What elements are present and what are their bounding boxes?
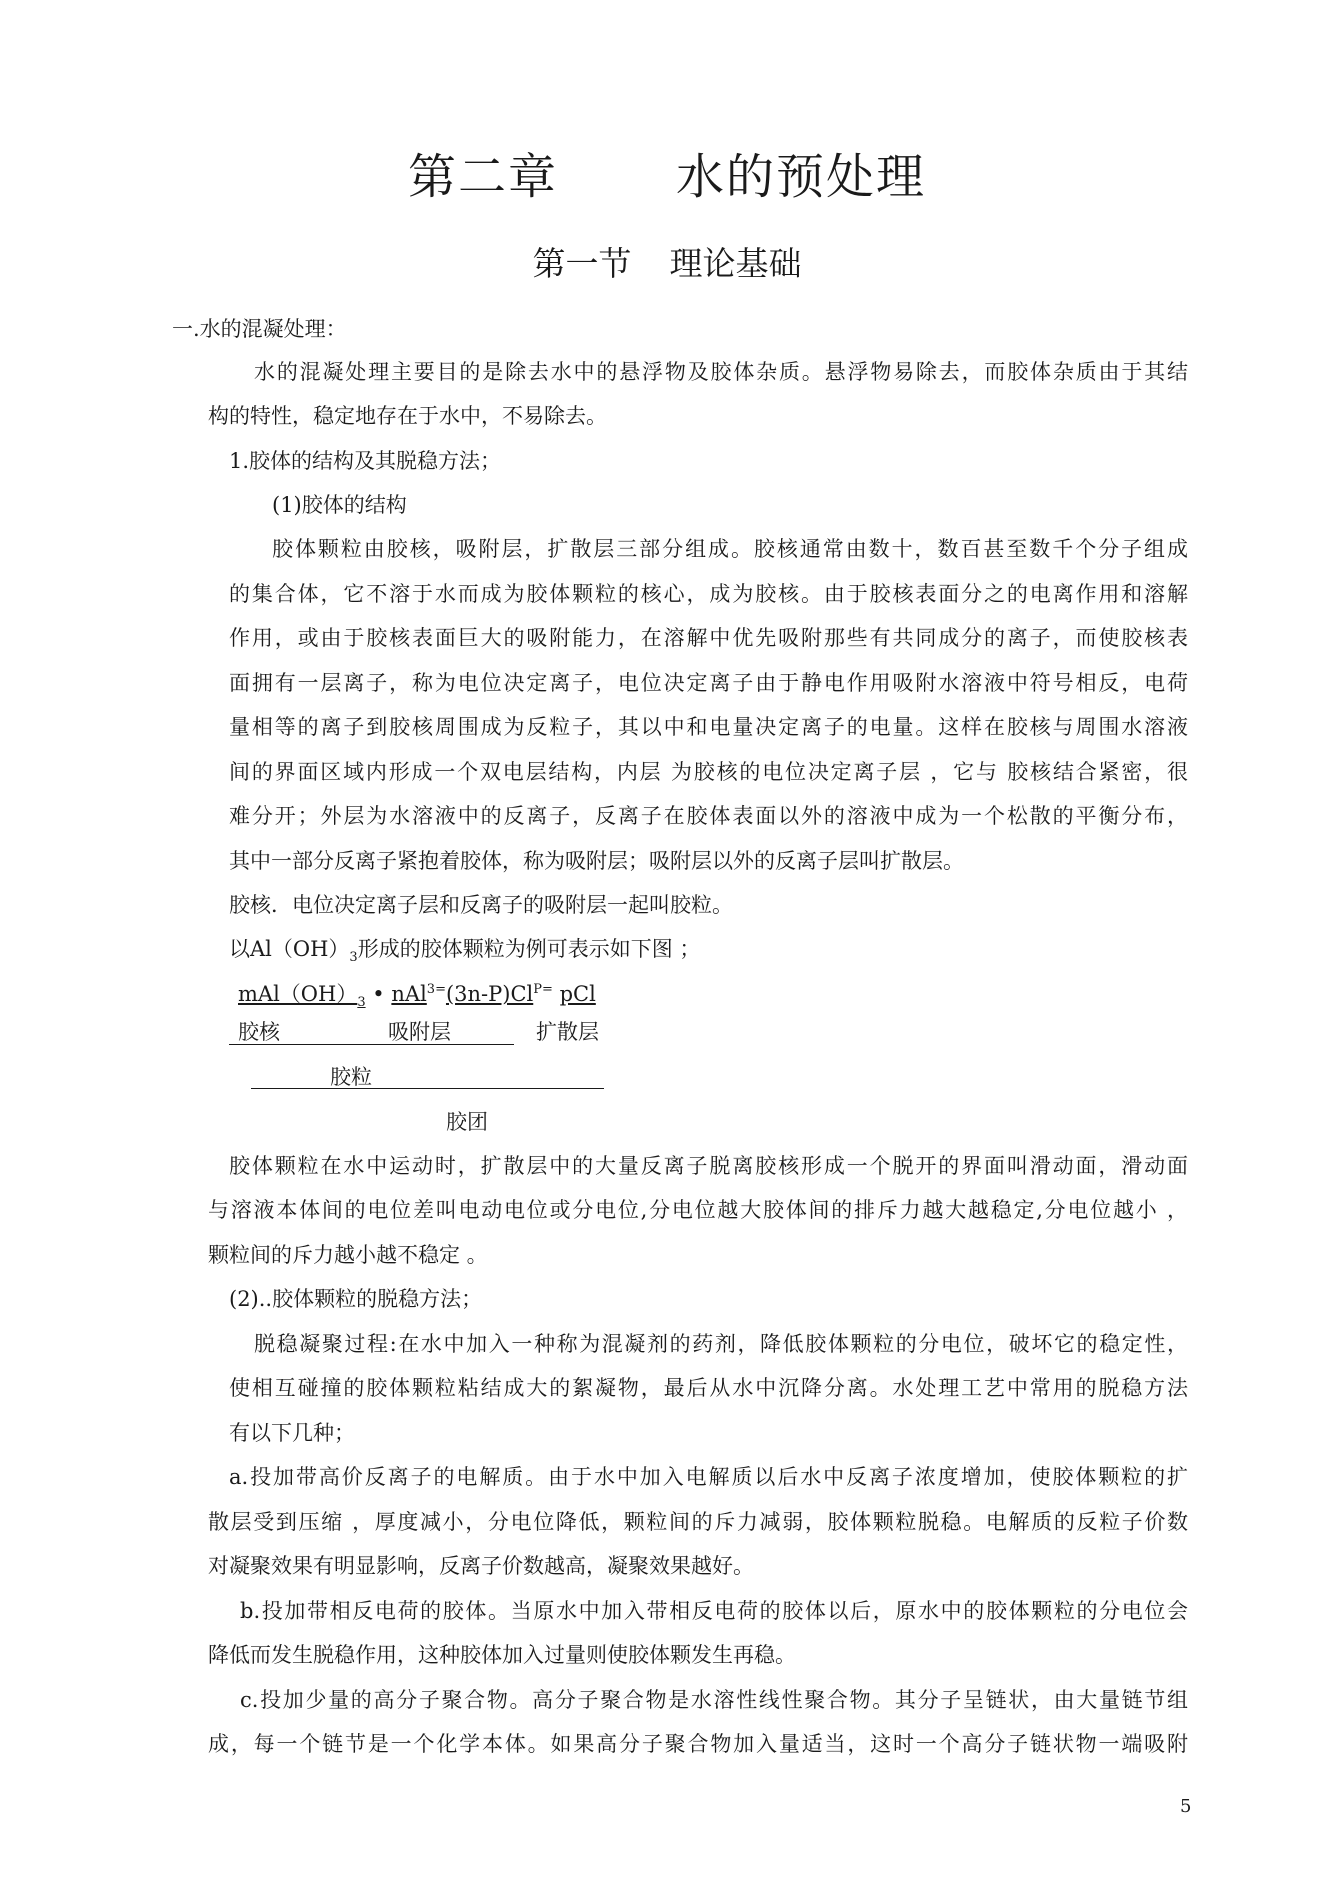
zeta-line-3: 颗粒间的斥力越小越不稳定 。 [208,1243,488,1267]
section-number: 第一节 [532,244,632,283]
core-adsorption-bracket [229,1044,514,1045]
method-a-line-3: 对凝聚效果有明显影响，反离子价数越高，凝聚效果越好。 [208,1554,754,1578]
method-c-line-1: c.投加少量的高分子聚合物。高分子聚合物是水溶性线性聚合物。其分子呈链状，由大量链节组 [240,1688,1188,1712]
label-diffusion-layer: 扩散层 [536,1020,599,1044]
zeta-line-1: 胶体颗粒在水中运动时，扩散层中的大量反离子脱离胶核形成一个脱开的界面叫滑动面，滑动面 [229,1154,1188,1178]
section-name: 理论基础 [669,244,802,283]
structure-line-6: 间的界面区域内形成一个双电层结构，内层 为胶核的电位决定离子层 ，它与 胶核结合紧密，很 [229,760,1188,784]
label-adsorption-layer: 吸附层 [388,1020,451,1044]
structure-line-8: 其中一部分反离子紧抱着胶体，称为吸附层；吸附层以外的反离子层叫扩散层。 [229,849,964,873]
label-particle: 胶粒 [330,1065,372,1089]
example-line: 以$Al(OH)_3$形成的胶体颗粒为例可表示如下图 ； [229,937,701,966]
subheading-destabilization: (2)..胶体颗粒的脱稳方法； [229,1287,483,1311]
label-core: 胶核 [238,1020,280,1044]
intro-line-1: 水的混凝处理主要目的是除去水中的悬浮物及胶体杂质。悬浮物易除去，而胶体杂质由于其结 [254,360,1188,384]
method-b-line-1: b.投加带相反电荷的胶体。当原水中加入带相反电荷的胶体以后，原水中的胶体颗粒的分电位会 [240,1599,1188,1623]
destab-line-2: 使相互碰撞的胶体颗粒粘结成大的絮凝物，最后从水中沉降分离。水处理工艺中常用的脱稳方法 [229,1376,1188,1400]
structure-line-5: 量相等的离子到胶核周围成为反粒子，其以中和电量决定离子的电量。这样在胶核与周围水溶液 [229,715,1188,739]
method-c-line-2: 成，每一个链节是一个化学本体。如果高分子聚合物加入量适当，这时一个高分子链状物一端吸附 [208,1732,1188,1756]
section-title [0,238,1334,285]
particle-bracket [251,1088,604,1089]
chapter-name: 水的预处理 [676,149,927,205]
destab-line-1: 脱稳凝聚过程:在水中加入一种称为混凝剂的药剂，降低胶体颗粒的分电位，破坏它的稳定性， [254,1332,1188,1356]
label-micelle: 胶团 [446,1110,488,1134]
subheading-structure: (1)胶体的结构 [272,493,407,517]
colloid-formula: $mAl(OH)_3$ • $nAl^{3=}(3n-P)Cl^{P=}$ pCl [238,982,596,1011]
subheading-colloid-structure: 1.胶体的结构及其脱稳方法； [229,449,502,473]
structure-line-7: 难分开；外层为水溶液中的反离子，反离子在胶体表面以外的溶液中成为一个松散的平衡分布， [229,804,1188,828]
method-b-line-2: 降低而发生脱稳作用，这种胶体加入过量则使胶体颗发生再稳。 [208,1643,796,1667]
method-a-line-1: a.投加带高价反离子的电解质。由于水中加入电解质以后水中反离子浓度增加，使胶体颗粒的扩 [229,1465,1188,1489]
chapter-number: 第二章 [407,149,558,205]
structure-line-4: 面拥有一层离子，称为电位决定离子，电位决定离子由于静电作用吸附水溶液中符号相反，电荷 [229,671,1188,695]
structure-line-3: 作用，或由于胶核表面巨大的吸附能力，在溶解中优先吸附那些有共同成分的离子，而使胶核表 [229,626,1188,650]
structure-line-2: 的集合体，它不溶于水而成为胶体颗粒的核心，成为胶核。由于胶核表面分之的电离作用和溶解 [229,582,1188,606]
page-number: 5 [1180,1796,1192,1817]
destab-line-3: 有以下几种； [229,1421,355,1445]
micelle-definition: 胶核．电位决定离子层和反离子的吸附层一起叫胶粒。 [229,893,733,917]
structure-line-1: 胶体颗粒由胶核，吸附层，扩散层三部分组成。胶核通常由数十，数百甚至数千个分子组成 [272,537,1188,561]
intro-line-2: 构的特性，稳定地存在于水中，不易除去。 [208,404,607,428]
chapter-title [0,138,1334,207]
method-a-line-2: 散层受到压缩 ，厚度减小，分电位降低，颗粒间的斥力减弱，胶体颗粒脱稳。电解质的反粒子价数 [208,1510,1188,1534]
heading-coagulation: 一.水的混凝处理： [172,317,347,341]
zeta-line-2: 与溶液本体间的电位差叫电动电位或分电位,分电位越大胶体间的排斥力越大越稳定,分电位越小 ， [208,1198,1188,1222]
